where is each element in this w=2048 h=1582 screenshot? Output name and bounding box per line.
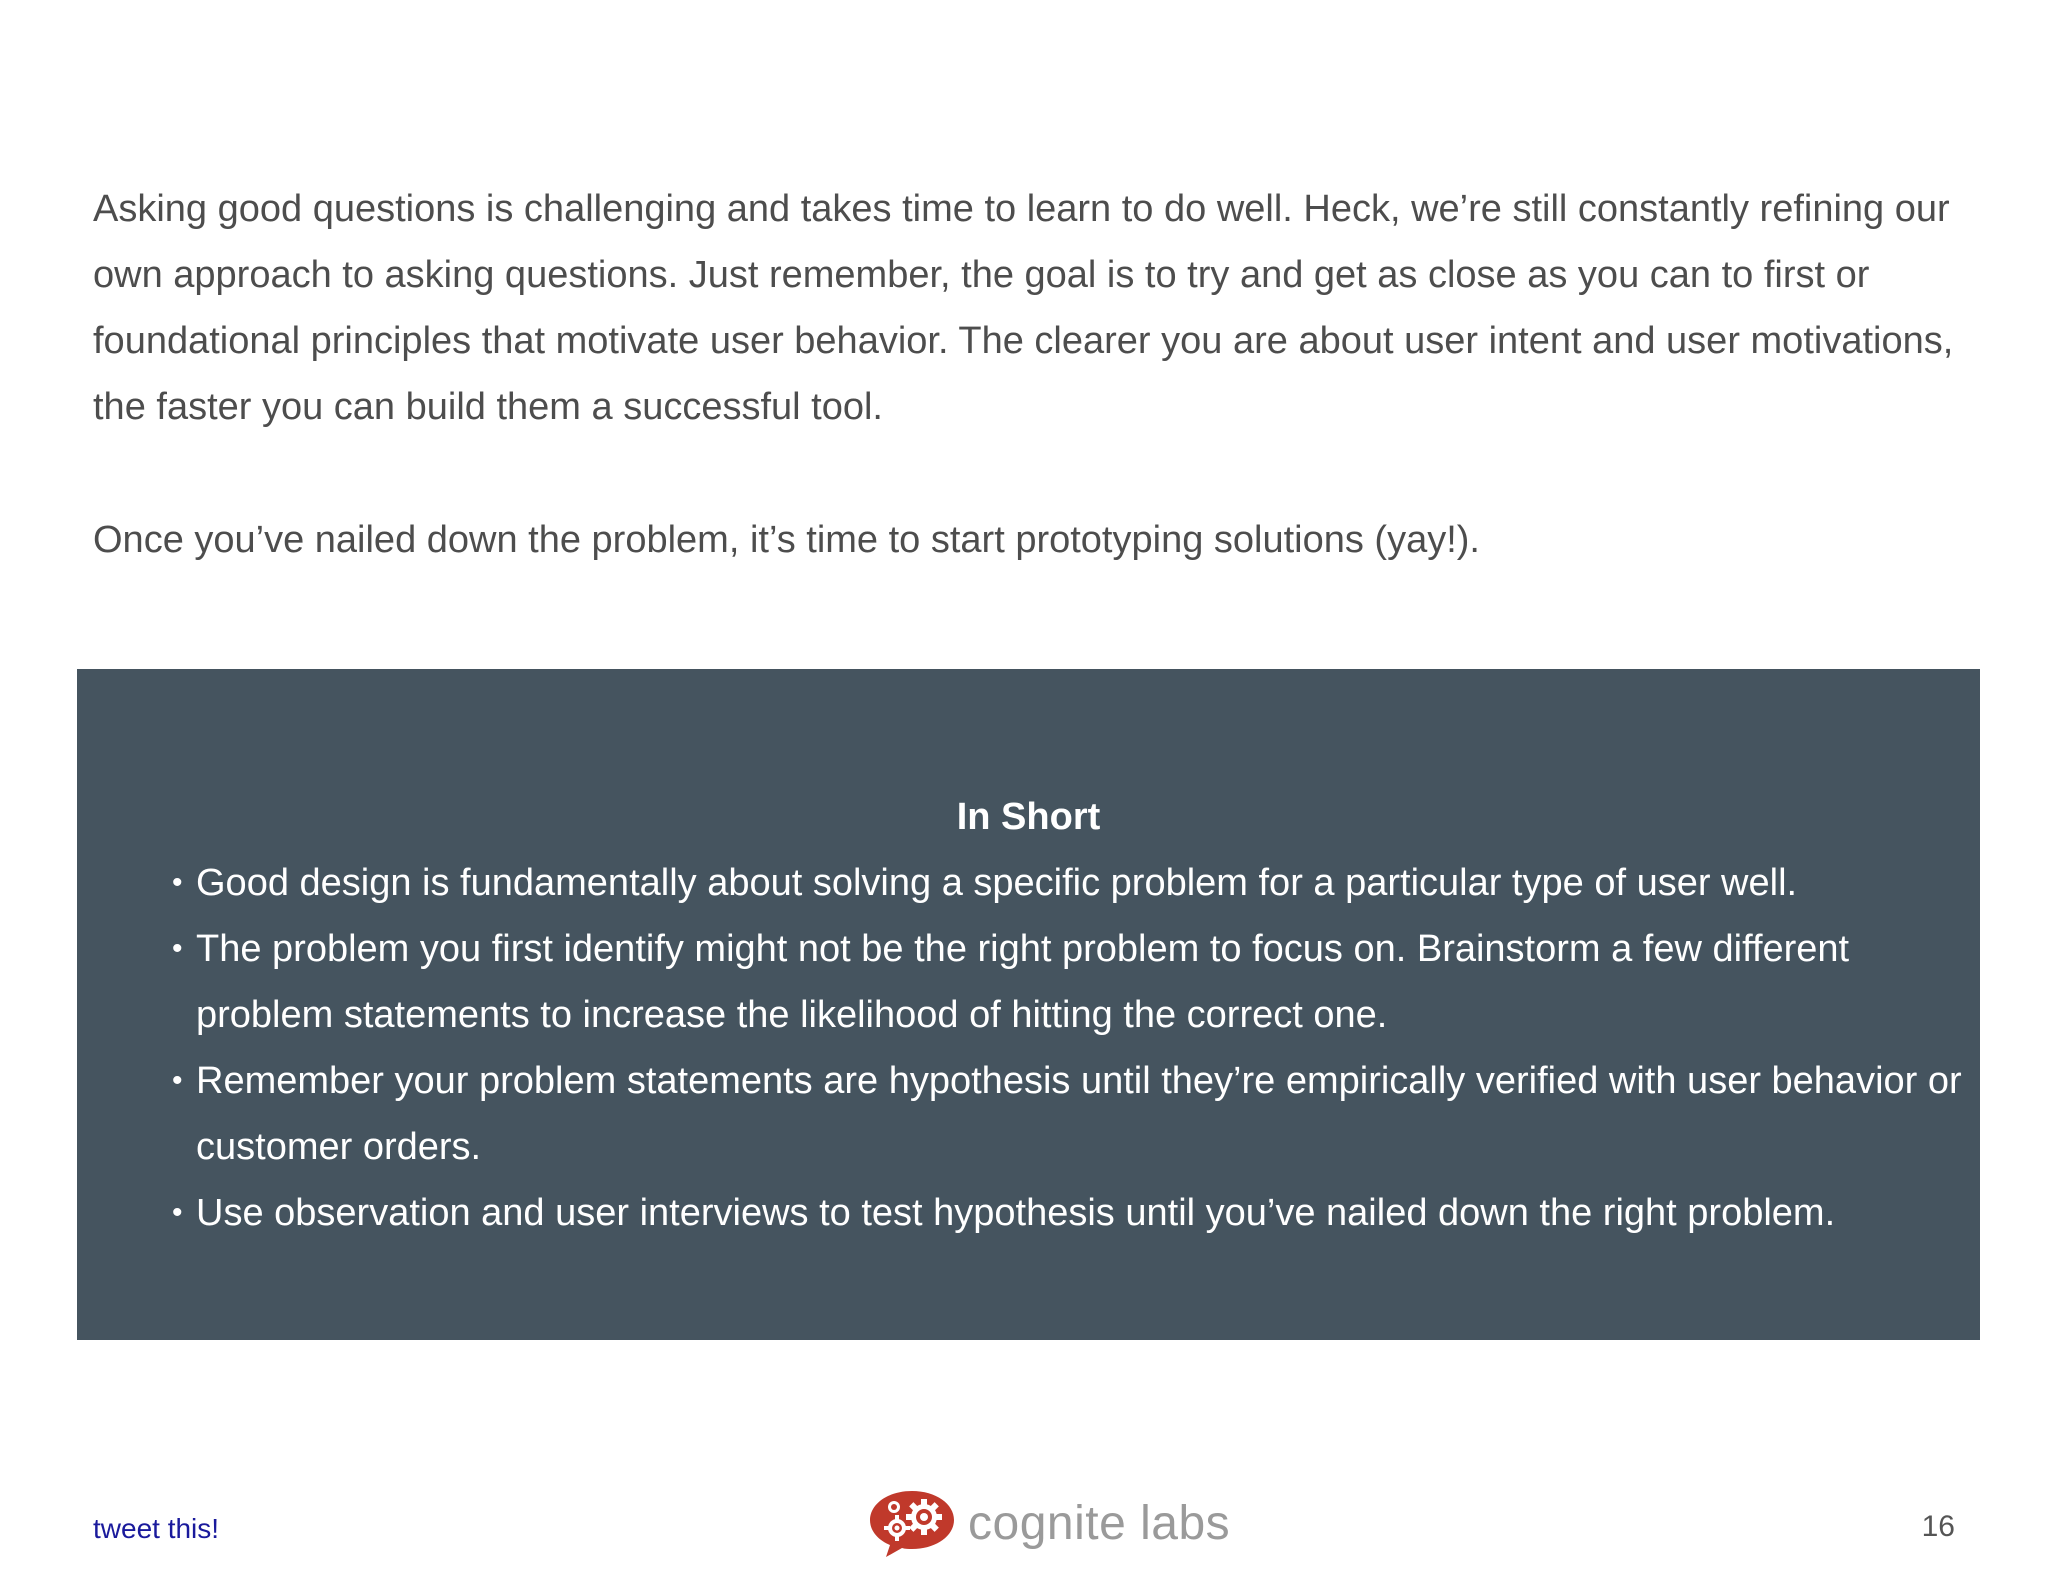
bullet-icon: • — [172, 932, 183, 965]
summary-item — [172, 850, 1962, 916]
bullet-icon: • — [172, 866, 183, 899]
page-number: 16 — [1921, 1510, 1955, 1543]
summary-item — [172, 1180, 1962, 1246]
summary-item — [172, 1048, 1962, 1180]
gears-speech-bubble-icon — [864, 1487, 960, 1559]
summary-title: In Short — [956, 796, 1101, 838]
summary-item-text: Remember your problem statements are hypothesis until they’re empirically verified with user behavior or customer orders. — [196, 1060, 1962, 1168]
bullet-icon: • — [172, 1196, 183, 1229]
summary-item — [172, 916, 1962, 1048]
body-paragraph: Asking good questions is challenging and takes time to learn to do well. Heck, we’re still constantly refining our own approach to asking questions. Just remember, the goal is to try and get as close as you can to first or foundational principles that motivate user behavior. The clearer you are about user intent and user motivations, the faster you can build them a successful tool. — [93, 188, 1954, 428]
tweet-this-link[interactable]: tweet this! — [93, 1513, 220, 1544]
summary-item-text: Use observation and user interviews to test hypothesis until you’ve nailed down the right problem. — [196, 1192, 1836, 1234]
cognite-labs-logo — [864, 1487, 1230, 1559]
summary-box — [77, 669, 1980, 1340]
summary-list — [172, 850, 1962, 1246]
bullet-icon: • — [172, 1064, 183, 1097]
summary-item-text: The problem you first identify might not be the right problem to focus on. Brainstorm a few different problem statements to increase the likelihood of hitting the correct one. — [196, 928, 1850, 1036]
summary-item-text: Good design is fundamentally about solving a specific problem for a particular type of user well. — [196, 862, 1798, 904]
logo-text: cognite labs — [968, 1496, 1231, 1550]
body-paragraph: Once you’ve nailed down the problem, it’s time to start prototyping solutions (yay!). — [93, 519, 1480, 561]
